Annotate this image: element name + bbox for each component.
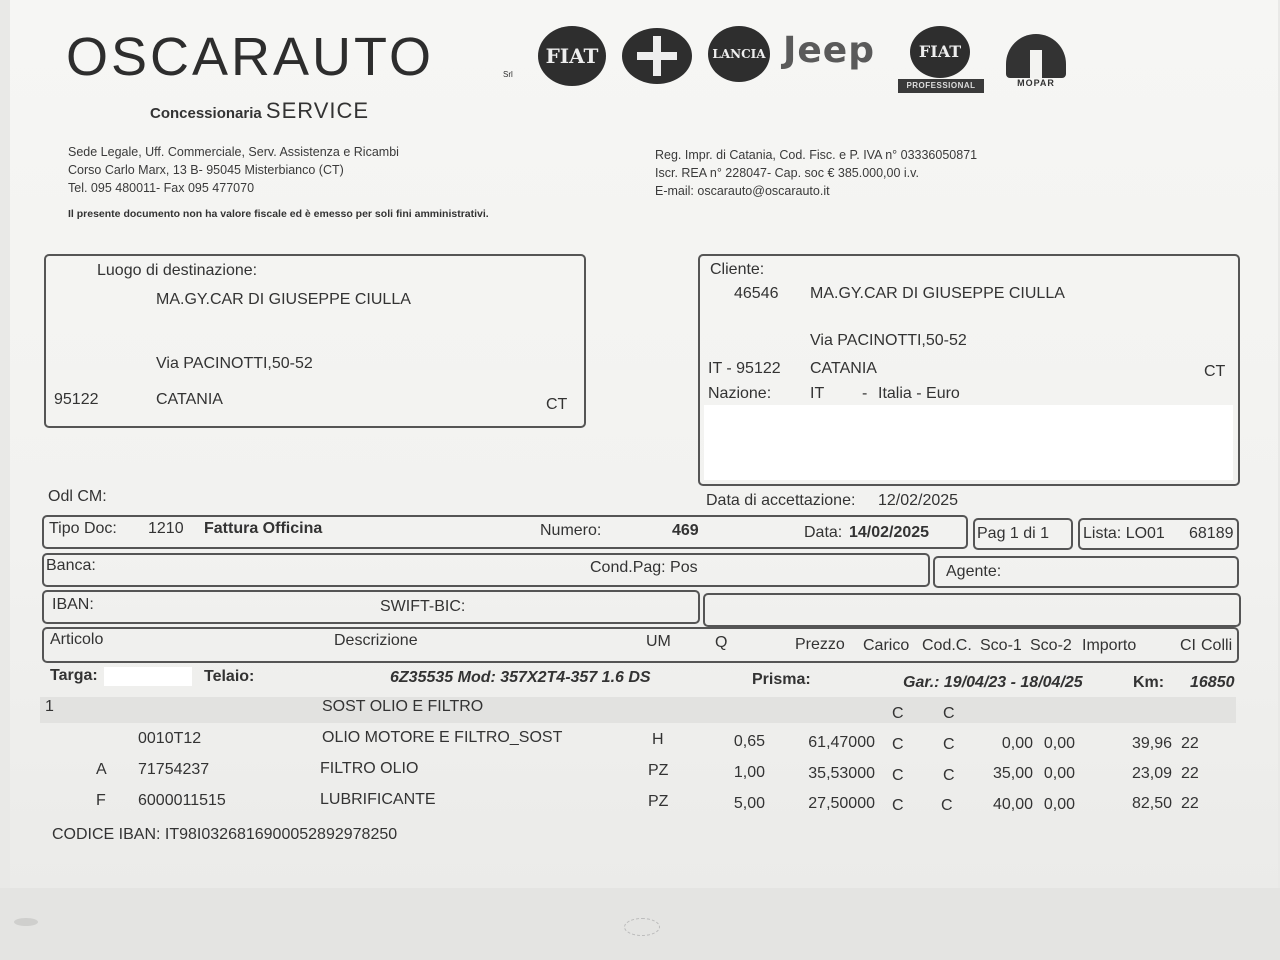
client-street: Via PACINOTTI,50-52 bbox=[810, 332, 967, 349]
registration-line: Reg. Impr. di Catania, Cod. Fisc. e P. IVA n° 03336050871 bbox=[655, 148, 978, 162]
destination-label: Luogo di destinazione: bbox=[97, 262, 258, 279]
nation-separator: - bbox=[862, 385, 868, 402]
plate-redacted bbox=[104, 667, 192, 686]
redacted-area bbox=[704, 405, 1233, 480]
col-colli: Colli bbox=[1201, 637, 1233, 654]
row-prezzo: 61,47000 bbox=[808, 734, 875, 751]
doc-type-code: 1210 bbox=[148, 520, 184, 537]
nation-label: Nazione: bbox=[708, 385, 772, 402]
lancia-logo: LANCIA bbox=[708, 26, 770, 82]
row-um: PZ bbox=[648, 762, 669, 779]
row-codc: C bbox=[941, 797, 953, 814]
paper-mark bbox=[14, 918, 38, 926]
company-logo-text: OSCARAUTO bbox=[66, 27, 435, 87]
fiat-professional-band: PROFESSIONAL bbox=[898, 79, 984, 93]
row-prezzo: 35,53000 bbox=[808, 765, 875, 782]
row-carico: C bbox=[892, 767, 904, 784]
col-ci: CI bbox=[1180, 637, 1196, 654]
swift-label: SWIFT-BIC: bbox=[380, 598, 466, 615]
company-suffix: Srl bbox=[503, 70, 513, 79]
row-code: 71754237 bbox=[138, 761, 210, 778]
client-province: CT bbox=[1204, 363, 1226, 380]
row-sco1: 35,00 bbox=[992, 765, 1033, 782]
odl-label: Odl CM: bbox=[48, 488, 107, 505]
company-subtitle bbox=[150, 98, 369, 124]
row-prezzo: 27,50000 bbox=[808, 795, 875, 812]
plate-label: Targa: bbox=[50, 667, 98, 684]
company-registration bbox=[655, 146, 977, 200]
operation-row-band bbox=[40, 697, 1236, 723]
payment-condition: Cond.Pag: Pos bbox=[590, 559, 698, 576]
operation-desc: SOST OLIO E FILTRO bbox=[322, 698, 484, 715]
disclaimer: Il presente documento non ha valore fiscale ed è emesso per soli fini amministrativi. bbox=[68, 208, 489, 220]
col-carico: Carico bbox=[863, 637, 910, 654]
row-ci: 22 bbox=[1181, 765, 1199, 782]
doc-number: 469 bbox=[672, 522, 699, 539]
operation-codc: C bbox=[943, 705, 955, 722]
row-sco2: 0,00 bbox=[1043, 796, 1075, 813]
row-code: 6000011515 bbox=[138, 792, 226, 809]
iban-box bbox=[42, 590, 700, 624]
operation-carico: C bbox=[892, 705, 904, 722]
row-sco1: 40,00 bbox=[992, 796, 1033, 813]
row-flag: A bbox=[96, 761, 107, 778]
page-count: Pag 1 di 1 bbox=[977, 525, 1050, 542]
row-desc: FILTRO OLIO bbox=[320, 760, 419, 777]
alfa-romeo-logo bbox=[622, 28, 692, 84]
subtitle-prefix: Concessionaria bbox=[150, 105, 262, 122]
registration-line: E-mail: oscarauto@oscarauto.it bbox=[655, 184, 830, 198]
iban-code: CODICE IBAN: IT98I0326816900052892978250 bbox=[52, 826, 398, 843]
prisma-label: Prisma: bbox=[752, 671, 811, 688]
destination-zip: 95122 bbox=[54, 391, 99, 408]
client-name: MA.GY.CAR DI GIUSEPPE CIULLA bbox=[810, 285, 1065, 302]
empty-box bbox=[703, 593, 1241, 627]
subtitle-main: SERVICE bbox=[265, 98, 370, 123]
mopar-word: MOPAR bbox=[1017, 78, 1055, 88]
destination-province: CT bbox=[546, 396, 568, 413]
row-sco2: 0,00 bbox=[1043, 765, 1075, 782]
doc-date-label: Data: bbox=[804, 524, 843, 541]
row-sco2: 0,00 bbox=[1043, 735, 1075, 752]
list-value: 68189 bbox=[1189, 525, 1234, 542]
nation-description: Italia - Euro bbox=[878, 385, 960, 402]
mopar-logo bbox=[1000, 30, 1072, 88]
jeep-logo: Jeep bbox=[783, 30, 875, 71]
operation-index: 1 bbox=[45, 698, 54, 715]
client-code: 46546 bbox=[734, 285, 779, 302]
row-um: H bbox=[652, 731, 664, 748]
acceptance-label: Data di accettazione: bbox=[706, 492, 856, 509]
address-line: Tel. 095 480011- Fax 095 477070 bbox=[68, 181, 255, 195]
row-importo: 23,09 bbox=[1131, 765, 1172, 782]
warranty-period: Gar.: 19/04/23 - 18/04/25 bbox=[903, 674, 1083, 691]
km-value: 16850 bbox=[1190, 674, 1235, 691]
col-articolo: Articolo bbox=[50, 631, 104, 648]
client-zip: IT - 95122 bbox=[708, 360, 781, 377]
row-q: 1,00 bbox=[733, 764, 765, 781]
destination-box bbox=[44, 254, 586, 428]
col-codc: Cod.C. bbox=[922, 637, 972, 654]
col-importo: Importo bbox=[1082, 637, 1137, 654]
bank-label: Banca: bbox=[46, 557, 96, 574]
doc-type-label: Tipo Doc: bbox=[49, 520, 117, 537]
fiat-logo: FIAT bbox=[538, 26, 606, 86]
destination-city: CATANIA bbox=[156, 391, 223, 408]
agent-label: Agente: bbox=[946, 563, 1002, 580]
doc-type-desc: Fattura Officina bbox=[204, 520, 323, 537]
doc-date: 14/02/2025 bbox=[849, 524, 930, 541]
row-codc: C bbox=[943, 767, 955, 784]
destination-name: MA.GY.CAR DI GIUSEPPE CIULLA bbox=[156, 291, 411, 308]
col-um: UM bbox=[646, 633, 671, 650]
col-sco1: Sco-1 bbox=[980, 637, 1022, 654]
address-line: Corso Carlo Marx, 13 B- 95045 Misterbianco (CT) bbox=[68, 163, 344, 177]
nation-code: IT bbox=[810, 385, 825, 402]
km-label: Km: bbox=[1133, 674, 1165, 691]
row-q: 0,65 bbox=[733, 733, 765, 750]
row-importo: 39,96 bbox=[1131, 735, 1172, 752]
list-label: Lista: LO01 bbox=[1083, 525, 1165, 542]
paper-scribble bbox=[624, 918, 660, 936]
row-sco1: 0,00 bbox=[1001, 735, 1033, 752]
row-codc: C bbox=[943, 736, 955, 753]
row-code: 0010T12 bbox=[138, 730, 202, 747]
chassis-model: 6Z35535 Mod: 357X2T4-357 1.6 DS bbox=[390, 669, 651, 686]
acceptance-date: 12/02/2025 bbox=[878, 492, 959, 509]
row-carico: C bbox=[892, 736, 904, 753]
iban-label: IBAN: bbox=[52, 596, 94, 613]
row-flag: F bbox=[96, 792, 106, 809]
company-address bbox=[68, 143, 399, 197]
col-descrizione: Descrizione bbox=[334, 632, 418, 649]
destination-street: Via PACINOTTI,50-52 bbox=[156, 355, 313, 372]
row-ci: 22 bbox=[1181, 795, 1199, 812]
bank-box bbox=[42, 553, 930, 587]
client-label: Cliente: bbox=[710, 261, 765, 278]
row-importo: 82,50 bbox=[1131, 795, 1172, 812]
row-um: PZ bbox=[648, 793, 669, 810]
col-sco2: Sco-2 bbox=[1030, 637, 1072, 654]
row-ci: 22 bbox=[1181, 735, 1199, 752]
fiat-professional-logo: FIAT bbox=[910, 26, 970, 78]
address-line: Sede Legale, Uff. Commerciale, Serv. Assistenza e Ricambi bbox=[68, 145, 399, 159]
doc-number-label: Numero: bbox=[540, 522, 602, 539]
mopar-m-icon bbox=[1006, 34, 1066, 78]
chassis-label: Telaio: bbox=[204, 668, 255, 685]
row-desc: LUBRIFICANTE bbox=[320, 791, 436, 808]
registration-line: Iscr. REA n° 228047- Cap. soc € 385.000,00 i.v. bbox=[655, 166, 919, 180]
col-q: Q bbox=[715, 634, 728, 651]
row-q: 5,00 bbox=[733, 795, 765, 812]
col-prezzo: Prezzo bbox=[795, 636, 845, 653]
row-desc: OLIO MOTORE E FILTRO_SOST bbox=[322, 729, 563, 746]
client-city: CATANIA bbox=[810, 360, 877, 377]
row-carico: C bbox=[892, 797, 904, 814]
